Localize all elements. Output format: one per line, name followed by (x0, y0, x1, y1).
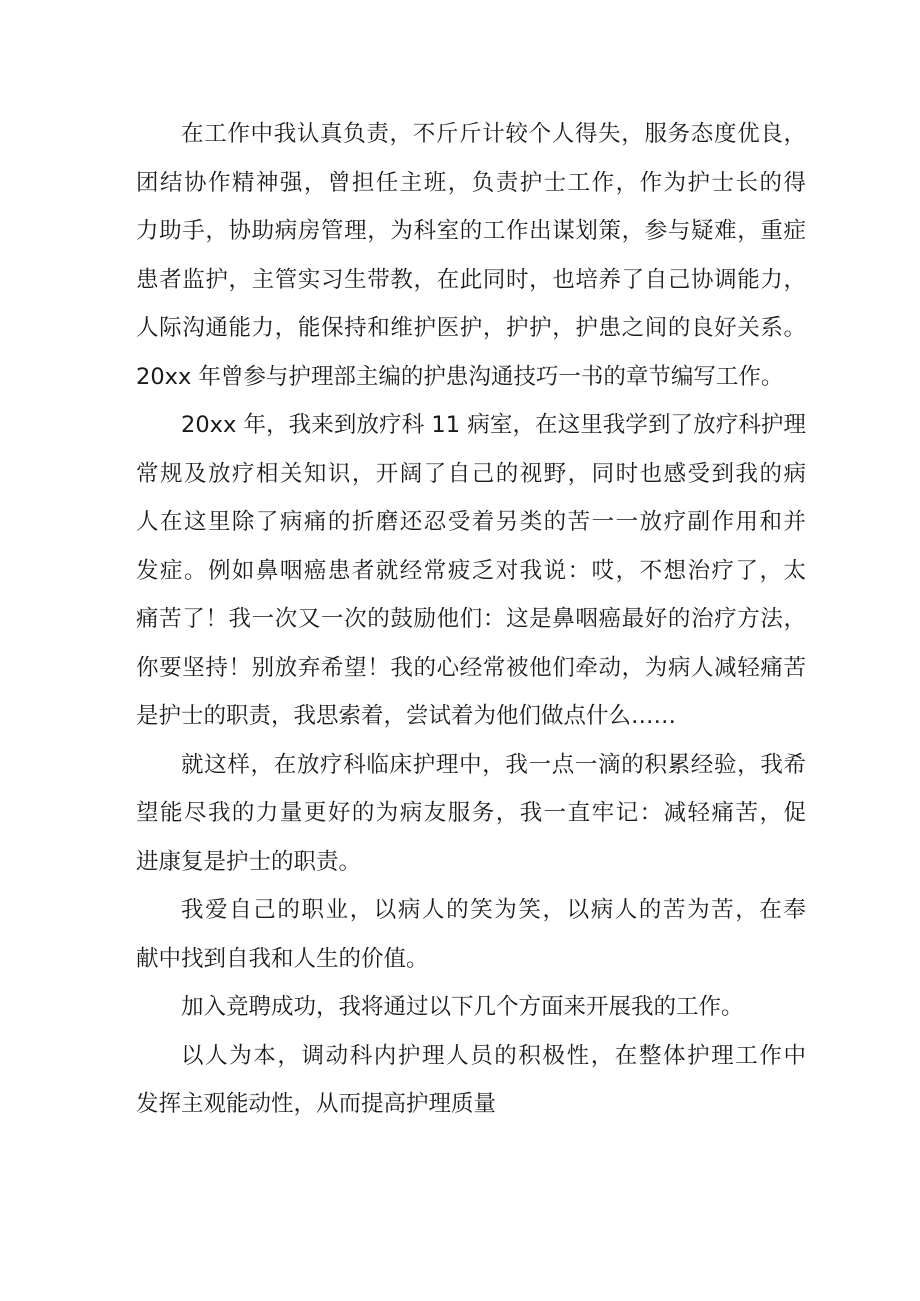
paragraph (136, 401, 806, 741)
text-line: 力助手，协助病房管理，为科室的工作出谋划策，参与疑难，重症 (136, 218, 806, 244)
document-body (136, 110, 806, 1129)
paragraph (136, 1032, 806, 1129)
text-line: 就这样，在放疗科临床护理中，我一点一滴的积累经验，我希 (181, 751, 806, 778)
text-line: 是护士的职责，我思索着，尝试着为他们做点什么…… (136, 703, 677, 729)
paragraph (136, 110, 806, 401)
text-line: 进康复是护士的职责。 (136, 848, 362, 875)
text-line: 发挥主观能动性，从而提高护理质量 (136, 1091, 497, 1117)
text-line: 患者监护，主管实习生带教，在此同时，也培养了自己协调能力， (136, 266, 806, 293)
text-line: 在工作中我认真负责，不斤斤计较个人得失，服务态度优良， (181, 121, 806, 147)
paragraph (136, 886, 806, 983)
paragraph (136, 983, 806, 1032)
text-line: 20xx 年曾参与护理部主编的护患沟通技巧一书的章节编写工作。 (136, 363, 784, 390)
text-line: 我爱自己的职业，以病人的笑为笑，以病人的苦为苦，在奉 (181, 897, 806, 923)
text-line: 望能尽我的力量更好的为病友服务，我一直牢记：减轻痛苦，促 (136, 800, 806, 826)
text-line: 加入竞聘成功，我将通过以下几个方面来开展我的工作。 (181, 994, 744, 1020)
text-line: 人际沟通能力，能保持和维护医护，护护，护患之间的良好关系。 (136, 315, 806, 341)
text-line: 团结协作精神强，曾担任主班，负责护士工作，作为护士长的得 (136, 169, 806, 196)
text-line: 人在这里除了病痛的折磨还忍受着另类的苦一一放疗副作用和并 (136, 509, 806, 535)
text-line: 常规及放疗相关知识，开阔了自己的视野，同时也感受到我的病 (136, 460, 806, 487)
text-line: 发症。例如鼻咽癌患者就经常疲乏对我说：哎，不想治疗了，太 (136, 557, 806, 584)
text-line: 你要坚持！别放弃希望！我的心经常被他们牵动，为病人减轻痛苦 (136, 654, 806, 681)
text-line: 以人为本，调动科内护理人员的积极性，在整体护理工作中 (181, 1042, 806, 1069)
text-line: 痛苦了！我一次又一次的鼓励他们：这是鼻咽癌最好的治疗方法， (136, 606, 806, 632)
text-line: 献中找到自我和人生的价值。 (136, 945, 429, 972)
paragraph (136, 741, 806, 887)
text-line: 20xx 年，我来到放疗科 11 病室，在这里我学到了放疗科护理 (181, 412, 806, 438)
